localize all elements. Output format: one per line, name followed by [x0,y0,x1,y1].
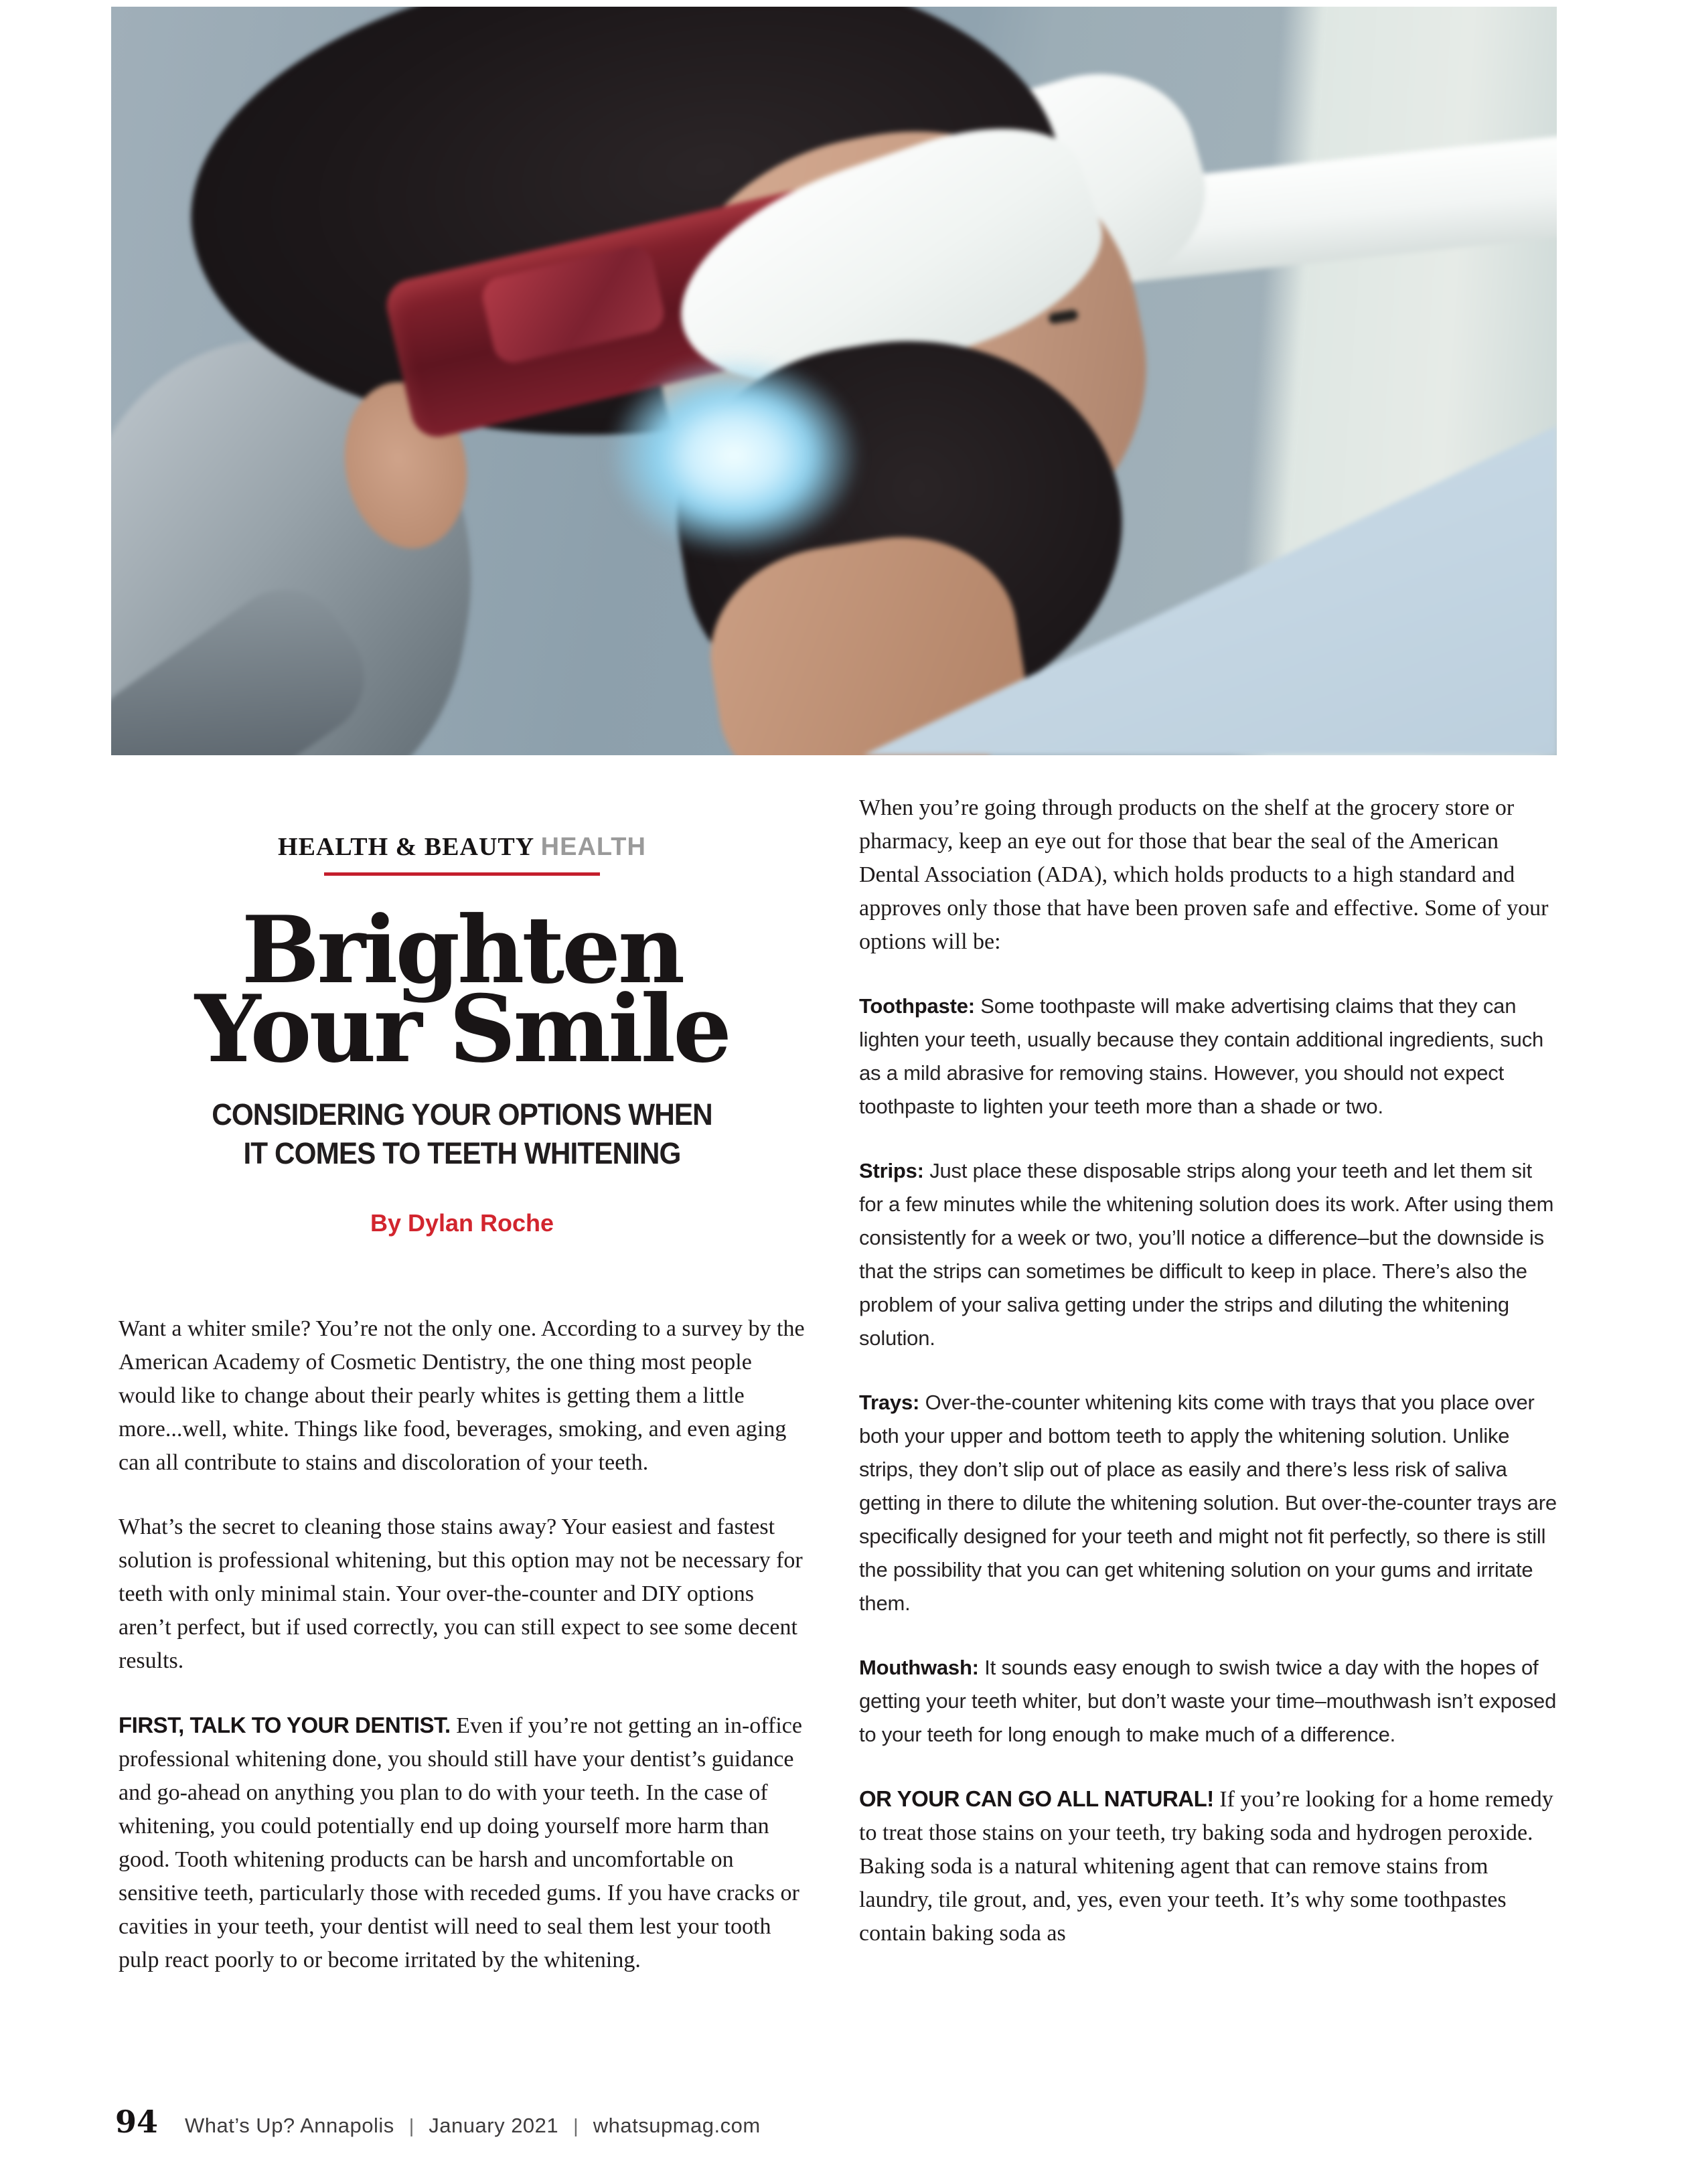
kicker-rule [324,872,600,876]
footer-issue-date: January 2021 [429,2114,559,2137]
paragraph: Want a whiter smile? You’re not the only one. According to a survey by the American Academy of Cosmetic Dentistry, the one thing most people would like to change about their pearly whites is getting them a little more...well, white. Things like food, beverages, smoking, and even aging can all contribute to stains and discoloration of your teeth. [119,1316,805,1475]
title-line-2: Your Smile [195,974,729,1083]
paragraph: Strips: Just place these disposable strips along your teeth and let them sit for a few minutes while the whitening solution does its work. After using them consistently for a week or two, you’ll notice a difference–but the downside is that the strips can sometimes be difficult to keep in place. There’s also the problem of your saliva getting under the strips and diluting the whitening solution. [859,1159,1554,1350]
paragraph-lead: Mouthwash: [859,1656,979,1679]
right-column [859,791,1560,1981]
byline: By Dylan Roche [370,1209,554,1237]
subtitle-line-1: CONSIDERING YOUR OPTIONS WHEN [212,1097,712,1132]
page-number: 94 [115,2104,159,2140]
paragraph: Toothpaste: Some toothpaste will make advertising claims that they can lighten your teeth, usually because they contain additional ingredients, such as a mild abrasive for removing stains. However, you should not expect toothpaste to lighten your teeth more than a shade or two. [859,994,1544,1118]
paragraph: FIRST, TALK TO YOUR DENTIST. Even if you’re not getting an in-office professional whitening done, you should still have your dentist’s guidance and go-ahead on anything you plan to do with your teeth. In the case of whitening, you could potentially end up doing yourself more harm than good. Tooth whitening products can be harsh and uncomfortable on sensitive teeth, particularly those with receded gums. If you have cracks or cavities in your teeth, your dentist will need to seal them lest your tooth pulp react poorly to or become irritated by the whitening. [119,1713,802,1972]
paragraph-lead: Strips: [859,1159,924,1182]
paragraph-lead: Trays: [859,1391,920,1414]
paragraph-lead: OR YOUR CAN GO ALL NATURAL! [859,1786,1214,1811]
paragraph: What’s the secret to cleaning those stains away? Your easiest and fastest solution is professional whitening, but this option may not be necessary for teeth with only minimal stain. Your over-the-counter and DIY options aren’t perfect, but if used correctly, you can still expect to see some decent results. [119,1514,803,1673]
section-kicker [119,832,806,862]
subtitle-line-2: IT COMES TO TEETH WHITENING [243,1136,681,1170]
title-line-1: Brighten [241,895,683,1004]
footer-separator: | [408,2116,414,2137]
paragraph-lead: Toothpaste: [859,994,975,1018]
left-column-body [119,1312,806,1977]
footer-separator: | [573,2116,579,2137]
footer-magazine-name: What’s Up? Annapolis [185,2114,394,2137]
photo-shapes [111,7,1557,755]
photo-whitening-light-glow [607,355,861,556]
left-column [119,793,806,2008]
paragraph: When you’re going through products on the shelf at the grocery store or pharmacy, keep an eye out for those that bear the seal of the American Dental Association (ADA), which holds products to a high standard and approves only those that have been proven safe and effective. Some of your options will be: [859,795,1549,954]
kicker-secondary: HEALTH [540,833,646,861]
paragraph: Mouthwash: It sounds easy enough to swish twice a day with the hopes of getting your teeth whiter, but don’t waste your time–mouthwash isn’t exposed to your teeth for long enough to make much of a difference. [859,1656,1557,1746]
hero-photo [111,7,1557,755]
kicker-primary: HEALTH & BEAUTY [278,833,535,861]
article-title [119,895,806,1083]
paragraph: Trays: Over-the-counter whitening kits come with trays that you place over both your upper and bottom teeth to apply the whitening solution. Unlike strips, they don’t slip out of place as easily and there’s less risk of saliva getting in there to dilute the whitening solution. But over-the-counter trays are specifically designed for your teeth and might not fit perfectly, so there is still the possibility that you can get whitening solution on your gums and irritate them. [859,1391,1557,1615]
article-subtitle [139,1095,785,1173]
page-footer [115,2104,761,2140]
paragraph-lead: FIRST, TALK TO YOUR DENTIST. [119,1713,451,1737]
paragraph: OR YOUR CAN GO ALL NATURAL! If you’re looking for a home remedy to treat those stains on your teeth, try baking soda and hydrogen peroxide. Baking soda is a natural whitening agent that can remove stains from laundry, tile grout, and, yes, even your teeth. It’s why some toothpastes contain baking soda as [859,1786,1553,1946]
footer-website: whatsupmag.com [593,2114,761,2137]
